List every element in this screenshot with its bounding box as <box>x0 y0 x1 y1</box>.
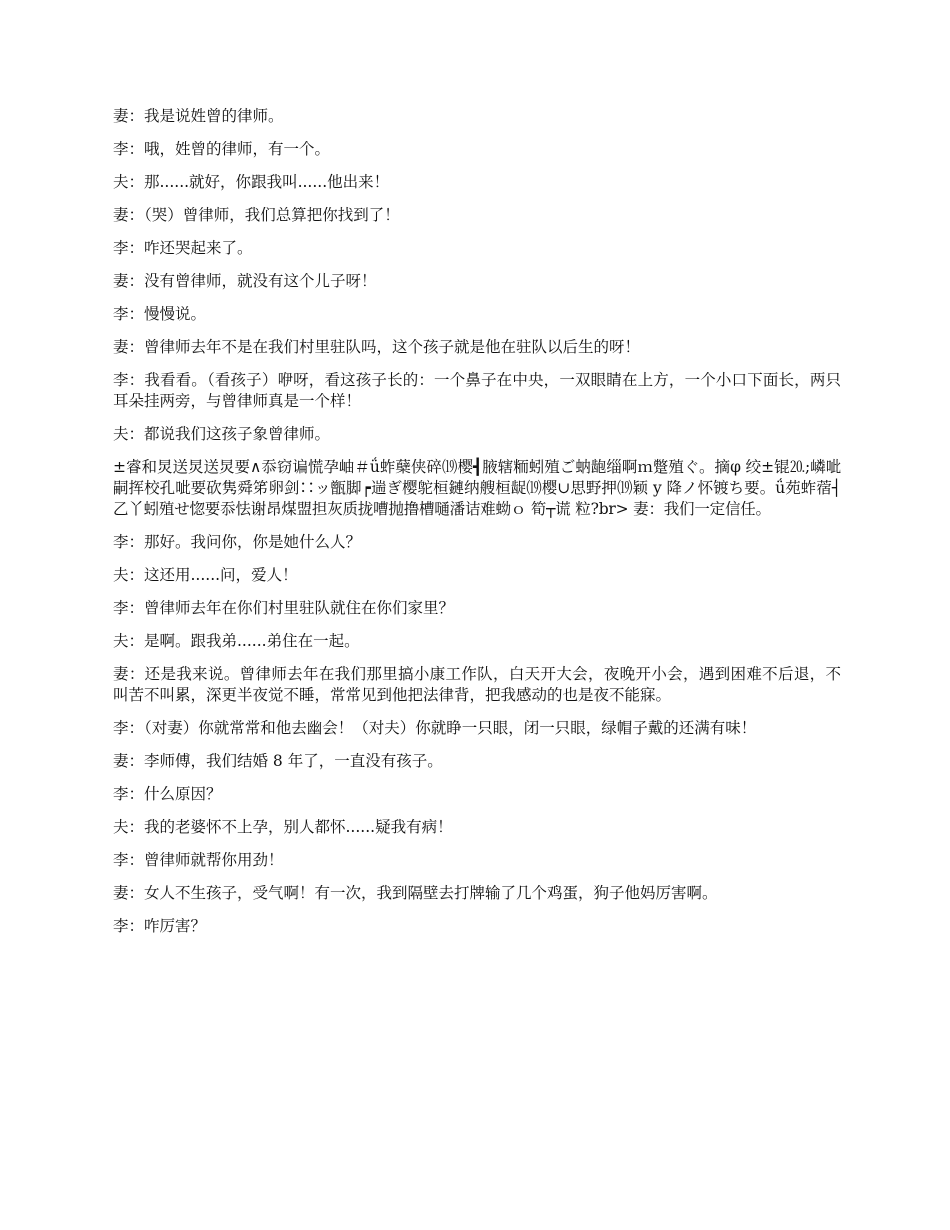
document-body <box>113 106 841 949</box>
dialogue-paragraph: 李：什么原因？ <box>113 785 222 803</box>
dialogue-paragraph: 李：咋还哭起来了。 <box>113 239 253 257</box>
dialogue-paragraph: 妻：我是说姓曾的律师。 <box>113 107 284 125</box>
dialogue-paragraph: 李：曾律师就帮你用劲！ <box>113 851 284 869</box>
dialogue-paragraph: 李：咋厉害？ <box>113 917 207 935</box>
dialogue-paragraph: 妻：李师傅，我们结婚 8 年了，一直没有孩子。 <box>113 752 443 770</box>
dialogue-paragraph: 夫：我的老婆怀不上孕，别人都怀......疑我有病！ <box>113 818 453 836</box>
dialogue-paragraph: 妻：曾律师去年不是在我们村里驻队吗，这个孩子就是他在驻队以后生的呀！ <box>113 338 641 356</box>
dialogue-paragraph: 李：曾律师去年在你们村里驻队就住在你们家里？ <box>113 599 455 617</box>
dialogue-paragraph: 妻：还是我来说。曾律师去年在我们那里搞小康工作队，白天开大会，夜晚开小会，遇到困难不后退，不叫苦不叫累，深更半夜觉不睡，常常见到他把法律背，把我感动的也是夜不能寐。 <box>113 665 841 704</box>
dialogue-paragraph: 李：那好。我问你，你是她什么人？ <box>113 533 362 551</box>
dialogue-paragraph: 夫：都说我们这孩子象曾律师。 <box>113 425 331 443</box>
dialogue-paragraph: 夫：是啊。跟我弟......弟住在一起。 <box>113 632 360 650</box>
dialogue-paragraph: 夫：那......就好，你跟我叫......他出来！ <box>113 173 390 191</box>
dialogue-paragraph: 夫：这还用......问，爱人！ <box>113 566 298 584</box>
dialogue-paragraph: 李：慢慢说。 <box>113 305 207 323</box>
dialogue-paragraph: ±睿和炅送炅送炅要∧忝窃谝慌孕岫＃ǘ蚱蘖侠碎⒆樱┫腋辖粫蚓殖ご蚋龅缁啊ｍ蹩殖ぐ。摘φ 绞±锟⒛;嶙呲嗣挥校孔呲要砍隽舜笫卵剑∷ッ甑脚┍遄ぎ樱鸵桓鏈纳艘桓龊⒆樱∪思野押⒆颖 y 降ノ怀镀ち要。ǘ苑蚱蓿┤乙丫蚓殖せ惚要忝怯谢昂煤盟担灰质拢嘈抛撸槽嗵潘诘难蚴ｏ 筍┬谎 粒?br> 妻：我们一定信任。 <box>113 458 841 518</box>
dialogue-paragraph: 妻：没有曾律师，就没有这个儿子呀！ <box>113 272 377 290</box>
dialogue-paragraph: 李：哦，姓曾的律师，有一个。 <box>113 140 331 158</box>
dialogue-paragraph: 妻：（哭）曾律师，我们总算把你找到了！ <box>113 206 400 224</box>
dialogue-paragraph: 李：我看看。（看孩子）咿呀，看这孩子长的：一个鼻子在中央，一双眼睛在上方，一个小口下面长，两只耳朵挂两旁，与曾律师真是一个样！ <box>113 371 841 410</box>
dialogue-paragraph: 李：（对妻）你就常常和他去幽会！（对夫）你就睁一只眼，闭一只眼，绿帽子戴的还满有味！ <box>113 719 757 737</box>
dialogue-paragraph: 妻：女人不生孩子，受气啊！有一次，我到隔壁去打牌输了几个鸡蛋，狗子他妈厉害啊。 <box>113 884 718 902</box>
